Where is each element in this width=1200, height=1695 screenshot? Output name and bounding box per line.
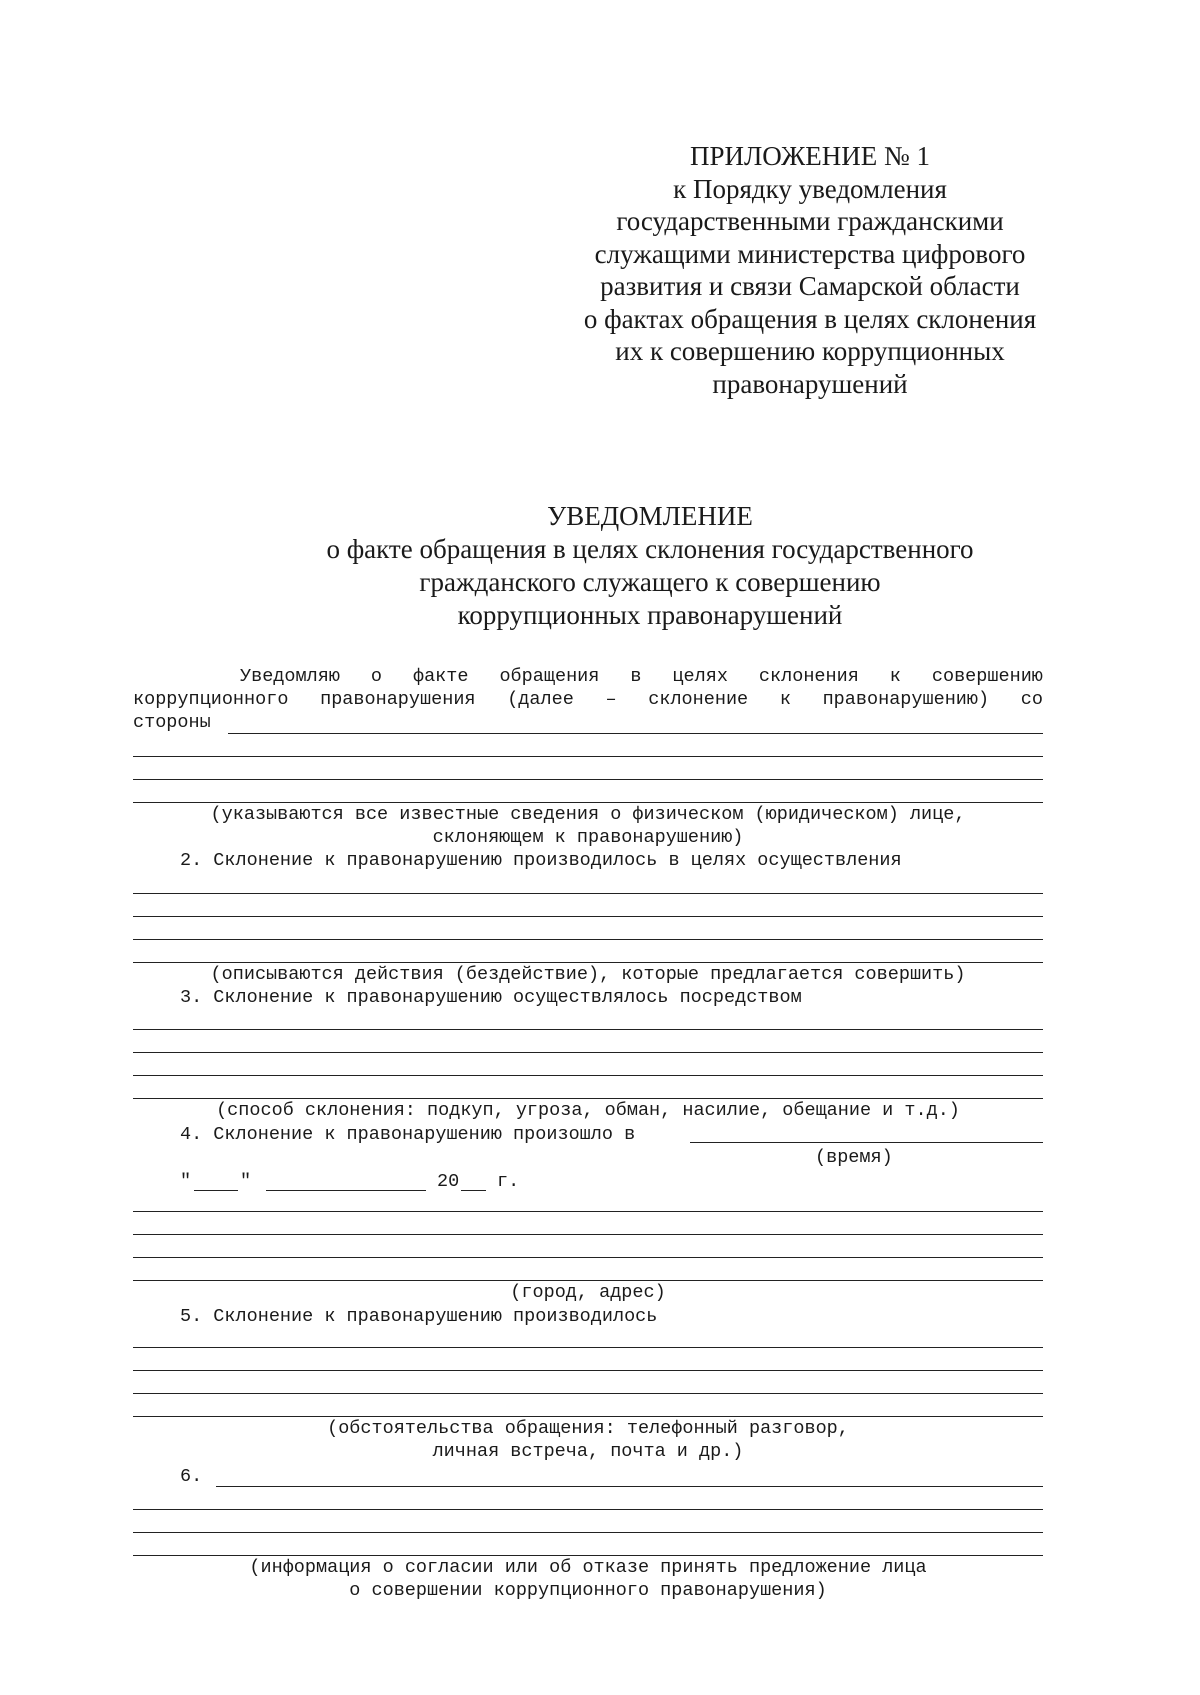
date-year-prefix: 20 xyxy=(437,1171,460,1192)
caption-time: (время) xyxy=(815,1147,893,1168)
fill-line-day[interactable] xyxy=(194,1190,238,1191)
section-5-label: 5. Склонение к правонарушению производилось xyxy=(180,1306,658,1327)
intro-word: правонарушения xyxy=(320,689,476,710)
intro-word: целях xyxy=(672,666,728,687)
fill-line[interactable] xyxy=(133,939,1043,940)
section-6-label: 6. xyxy=(180,1466,203,1487)
fill-line[interactable] xyxy=(133,1393,1043,1394)
caption-actions: (описываются действия (бездействие), которые предлагается совершить) xyxy=(210,964,966,985)
appendix-line: к Порядку уведомления xyxy=(673,173,947,204)
fill-line[interactable] xyxy=(216,1486,1043,1487)
fill-line[interactable] xyxy=(133,1370,1043,1371)
appendix-line: государственными гражданскими xyxy=(616,206,1004,236)
section-4-label: 4. Склонение к правонарушению произошло в xyxy=(180,1124,636,1145)
intro-word: правонарушению) xyxy=(822,689,990,710)
fill-line[interactable] xyxy=(133,756,1043,757)
date-year-suffix: г. xyxy=(497,1171,520,1192)
intro-line-1 xyxy=(240,666,1043,687)
caption-sender: (указываются все известные сведения о физическом (юридическом) лице, xyxy=(210,804,966,825)
intro-word: совершению xyxy=(931,666,1043,687)
fill-line[interactable] xyxy=(133,962,1043,963)
appendix-line: служащими министерства цифрового xyxy=(594,238,1026,269)
fill-line[interactable] xyxy=(133,1029,1043,1030)
intro-word: коррупционного xyxy=(133,689,289,710)
appendix-header xyxy=(560,140,1060,400)
document-heading: УВЕДОМЛЕНИЕ xyxy=(547,501,753,531)
appendix-title: ПРИЛОЖЕНИЕ № 1 xyxy=(689,141,931,171)
intro-line-2 xyxy=(133,689,1043,710)
appendix-line: их к совершению коррупционных xyxy=(615,336,1005,366)
intro-word: (далее xyxy=(507,689,574,710)
caption-place: (город, адрес) xyxy=(510,1282,666,1303)
intro-word: склонения xyxy=(758,666,859,687)
appendix-line: о фактах обращения в целях склонения xyxy=(583,303,1037,334)
fill-line[interactable] xyxy=(133,779,1043,780)
fill-line[interactable] xyxy=(133,1098,1043,1099)
document-subtitle-line: о факте обращения в целях склонения государственного xyxy=(326,534,974,564)
fill-line[interactable] xyxy=(133,1052,1043,1053)
intro-word: склонение xyxy=(648,689,749,710)
fill-line[interactable] xyxy=(133,1509,1043,1510)
intro-word: со xyxy=(1020,689,1043,710)
document-subtitle-line: коррупционных правонарушений xyxy=(457,600,843,630)
fill-line[interactable] xyxy=(133,1532,1043,1533)
intro-word: в xyxy=(630,666,642,687)
section-3-label: 3. Склонение к правонарушению осуществлялось посредством xyxy=(180,987,802,1008)
appendix-line: правонарушений xyxy=(712,368,908,399)
intro-word: – xyxy=(605,689,617,710)
section-2-label: 2. Склонение к правонарушению производилось в целях осуществления xyxy=(180,850,902,871)
fill-line-sender[interactable] xyxy=(228,733,1043,734)
fill-line[interactable] xyxy=(133,1416,1043,1417)
caption-circumstances: (обстоятельства обращения: телефонный разговор, xyxy=(327,1418,849,1439)
fill-line-time[interactable] xyxy=(690,1142,1043,1143)
caption-circumstances: личная встреча, почта и др.) xyxy=(432,1441,744,1462)
caption-consent: о совершении коррупционного правонарушения) xyxy=(349,1580,827,1601)
caption-sender: склоняющем к правонарушению) xyxy=(432,827,744,848)
caption-consent: (информация о согласии или об отказе принять предложение лица xyxy=(249,1557,927,1578)
document-subtitle-line: гражданского служащего к совершению xyxy=(419,567,881,597)
intro-word: обращения xyxy=(499,666,600,687)
fill-line[interactable] xyxy=(133,802,1043,803)
fill-line[interactable] xyxy=(133,1555,1043,1556)
intro-word: Уведомляю xyxy=(240,666,340,687)
fill-line-month[interactable] xyxy=(266,1190,426,1191)
intro-line-3: стороны xyxy=(133,712,211,733)
date-quote-open: " xyxy=(180,1171,192,1192)
fill-line[interactable] xyxy=(133,1280,1043,1281)
appendix-line: развития и связи Самарской области xyxy=(600,271,1020,301)
intro-word: о xyxy=(370,666,382,687)
fill-line[interactable] xyxy=(133,893,1043,894)
fill-line-year[interactable] xyxy=(461,1190,486,1191)
intro-word: к xyxy=(779,689,791,710)
fill-line[interactable] xyxy=(133,1257,1043,1258)
intro-word: факте xyxy=(412,666,469,687)
document-title xyxy=(150,500,1150,632)
intro-word: к xyxy=(889,666,901,687)
caption-method: (способ склонения: подкуп, угроза, обман, насилие, обещание и т.д.) xyxy=(216,1100,960,1121)
fill-line[interactable] xyxy=(133,1347,1043,1348)
fill-line[interactable] xyxy=(133,916,1043,917)
fill-line[interactable] xyxy=(133,1075,1043,1076)
date-quote-close: " xyxy=(240,1171,252,1192)
fill-line[interactable] xyxy=(133,1211,1043,1212)
fill-line[interactable] xyxy=(133,1234,1043,1235)
